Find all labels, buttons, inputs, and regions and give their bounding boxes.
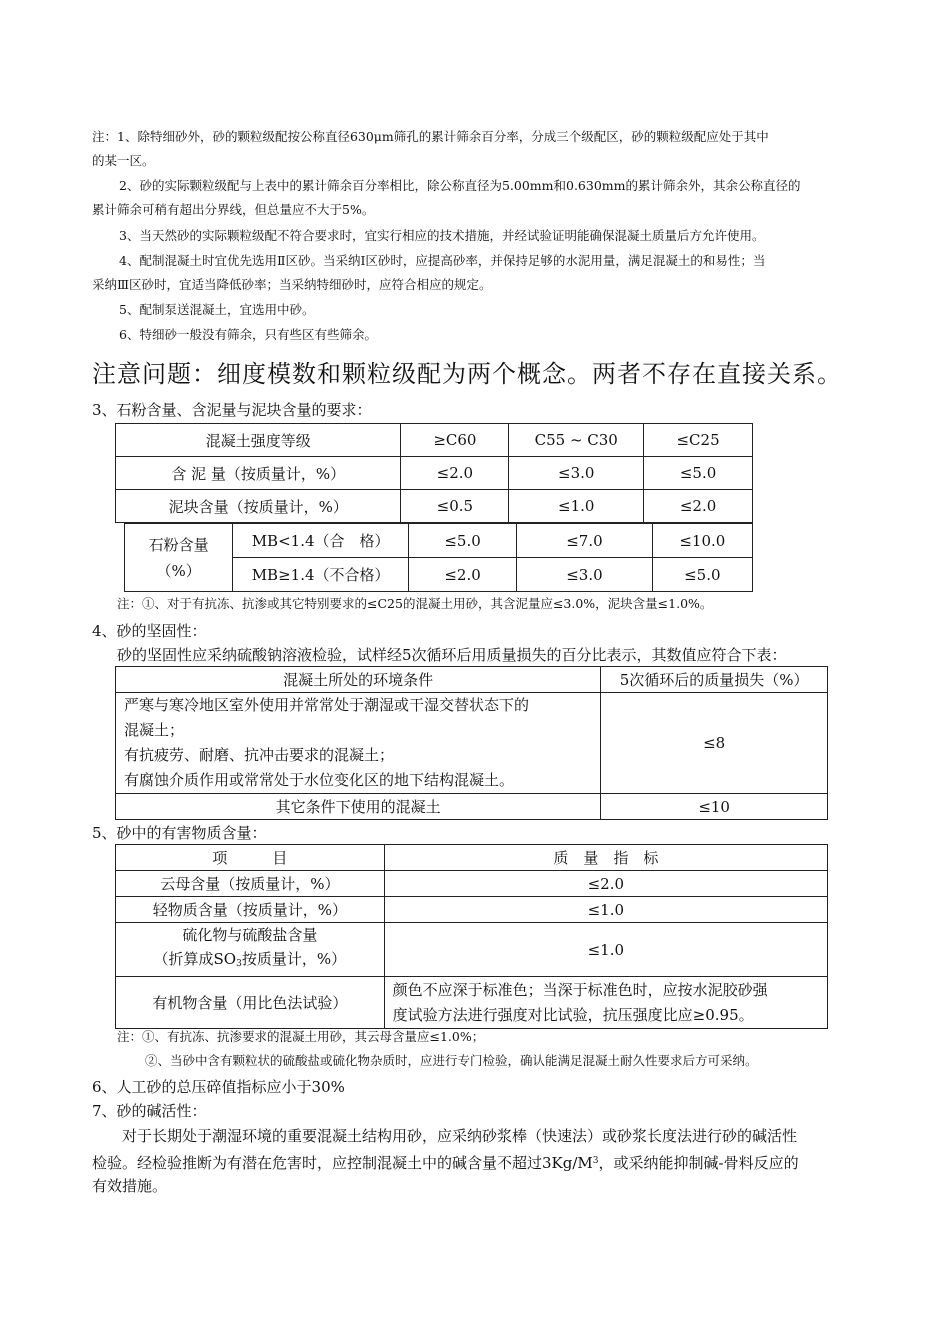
organic-value-line-1: 颜色不应深于标准色；当深于标准色时，应按水泥胶砂强	[392, 980, 768, 999]
clay-row-value: ≤3.0	[509, 457, 644, 490]
section7-line-1: 对于长期处于潮湿环境的重要混凝土结构用砂，应采纳砂浆棒（快速法）或砂浆长度法进行砂的碱活性	[122, 1127, 798, 1145]
note-1a: 注：1、除特细砂外，砂的颗粒级配按公称直径630μm筛孔的累计筛余百分率，分成三个级配区，砂的颗粒级配应处于其中	[92, 129, 769, 144]
note-2b: 累计筛余可稍有超出分界线，但总量应不大于5%。	[92, 202, 375, 217]
clay-row-value: ≤2.0	[401, 457, 509, 490]
section5-note-2: ②、当砂中含有颗粒状的硫酸盐或硫化物杂质时，应进行专门检验，确认能满足混凝土耐久性要求后方可采纳。	[145, 1053, 758, 1068]
attention-heading: 注意问题：细度模数和颗粒级配为两个概念。两者不存在直接关系。	[92, 360, 842, 388]
clay-content-table	[115, 423, 753, 523]
organic-label: 有机物含量（用比色法试验）	[116, 977, 385, 1029]
soundness-severe-conditions	[116, 693, 601, 794]
note-4a: 4、配制混凝土时宜优先选用Ⅱ区砂。当采纳Ⅰ区砂时，应提高砂率，并保持足够的水泥用量，满足混凝土的和易性；当	[119, 253, 766, 268]
clay-row-label: 含 泥 量（按质量计，%）	[116, 457, 401, 490]
light-matter-value: ≤1.0	[384, 897, 827, 923]
mb-fail-value: ≤3.0	[517, 558, 652, 592]
organic-value-line-2: 度试验方法进行强度对比试验，抗压强度比应≥0.95。	[392, 1005, 754, 1024]
mica-label: 云母含量（按质量计，%）	[116, 871, 385, 897]
lump-row-value: ≤2.0	[644, 490, 753, 523]
section6-text: 6、人工砂的总压碎值指标应小于30%	[92, 1078, 345, 1096]
stone-powder-table	[124, 523, 753, 592]
organic-value	[384, 977, 827, 1029]
section7-line-2: 检验。经检验推断为有潜在危害时，应控制混凝土中的碱含量不超过$3Kg/M^3$，或采纳能抑制碱-骨料反应的	[92, 1154, 799, 1172]
section7-line-3: 有效措施。	[92, 1177, 168, 1195]
harmful-header-item: 项 目	[116, 845, 385, 871]
note-6: 6、特细砂一般没有筛余，只有些区有些筛余。	[119, 327, 377, 342]
clay-header-c60: ≥C60	[401, 424, 509, 457]
stone-powder-label-1: 石粉含量	[148, 535, 209, 554]
mica-value: ≤2.0	[384, 871, 827, 897]
mb-fail-value: ≤5.0	[652, 558, 752, 592]
note-3: 3、当天然砂的实际颗粒级配不符合要求时，宜实行相应的技术措施，并经试验证明能确保混凝土质量后方允许使用。	[119, 228, 765, 243]
mb-fail-value: ≤2.0	[408, 558, 516, 592]
soundness-header-env: 混凝土所处的环境条件	[116, 667, 601, 693]
note-5: 5、配制泵送混凝土，宜选用中砂。	[119, 302, 315, 317]
clay-row-value: ≤5.0	[644, 457, 753, 490]
section5-note-1: 注：①、有抗冻、抗渗要求的混凝土用砂，其云母含量应≤1.0%；	[117, 1029, 485, 1044]
section3-heading: 3、石粉含量、含泥量与泥块含量的要求：	[92, 401, 372, 419]
lump-row-label: 泥块含量（按质量计，%）	[116, 490, 401, 523]
soundness-condition-line: 混凝土；	[124, 721, 185, 739]
note-1b: 的某一区。	[92, 153, 155, 168]
light-matter-label: 轻物质含量（按质量计，%）	[116, 897, 385, 923]
soundness-severe-value: ≤8	[601, 693, 828, 794]
clay-header-c55-c30: C55 ~ C30	[509, 424, 644, 457]
mb-pass-value: ≤7.0	[517, 524, 652, 558]
lump-row-value: ≤0.5	[401, 490, 509, 523]
section4-heading: 4、砂的坚固性：	[92, 622, 207, 640]
soundness-condition-line: 有抗疲劳、耐磨、抗冲击要求的混凝土；	[124, 746, 395, 764]
mb-pass-label: MB<1.4（合 格）	[233, 524, 409, 558]
clay-header-c25: ≤C25	[644, 424, 753, 457]
harmful-substances-table	[115, 844, 828, 1029]
soundness-header-loss: 5次循环后的质量损失（%）	[601, 667, 828, 693]
stone-powder-label	[125, 524, 233, 592]
clay-header-grade: 混凝土强度等级	[116, 424, 401, 457]
sulfide-label-1: 硫化物与硫酸盐含量	[182, 926, 318, 944]
soundness-condition-line: 严寒与寒冷地区室外使用并常常处于潮湿或干湿交替状态下的	[124, 696, 530, 714]
section7-heading: 7、砂的碱活性：	[92, 1102, 207, 1120]
harmful-header-index: 质 量 指 标	[384, 845, 827, 871]
soundness-other-label: 其它条件下使用的混凝土	[116, 794, 601, 820]
section4-intro: 砂的坚固性应采纳硫酸钠溶液检验，试样经5次循环后用质量损失的百分比表示，其数值应符合下表：	[117, 646, 787, 664]
soundness-table	[115, 666, 828, 820]
sulfide-label-2: （折算成$SO_3$按质量计，%）	[153, 950, 347, 969]
mb-pass-value: ≤10.0	[652, 524, 752, 558]
section5-heading: 5、砂中的有害物质含量：	[92, 824, 267, 842]
soundness-other-value: ≤10	[601, 794, 828, 820]
sulfide-value: ≤1.0	[384, 923, 827, 977]
note-4b: 采纳Ⅲ区砂时，宜适当降低砂率；当采纳特细砂时，应符合相应的规定。	[92, 277, 492, 292]
lump-row-value: ≤1.0	[509, 490, 644, 523]
stone-powder-label-2: （%）	[156, 561, 201, 580]
section3-note: 注：①、对于有抗冻、抗渗或其它特别要求的≤C25的混凝土用砂，其含泥量应≤3.0%，泥块含量≤1.0%。	[117, 596, 713, 611]
soundness-condition-line: 有腐蚀介质作用或常常处于水位变化区的地下结构混凝土。	[124, 771, 515, 789]
mb-pass-value: ≤5.0	[408, 524, 516, 558]
mb-fail-label: MB≥1.4（不合格）	[233, 558, 409, 592]
sulfide-label	[116, 923, 385, 977]
note-2a: 2、砂的实际颗粒级配与上表中的累计筛余百分率相比，除公称直径为5.00mm和0.630mm的累计筛余外，其余公称直径的	[119, 178, 801, 193]
